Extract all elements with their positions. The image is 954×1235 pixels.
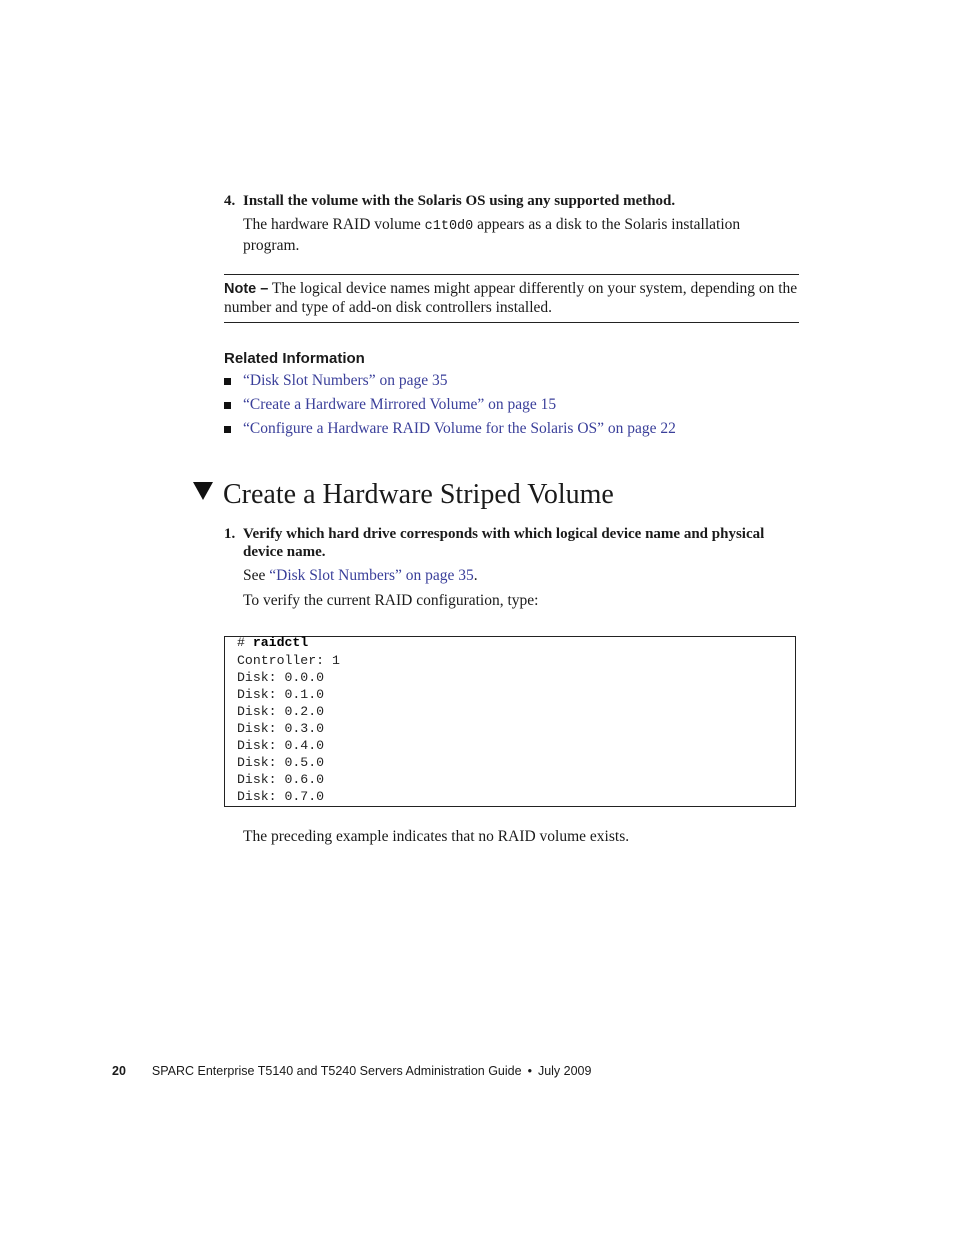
step-1-see [243, 567, 478, 586]
code-command-line [237, 634, 308, 651]
step-1-instruction: To verify the current RAID configuration, type: [243, 592, 539, 609]
see-prefix: See [243, 567, 270, 584]
step-title: Install the volume with the Solaris OS using any supported method. [243, 193, 676, 209]
code-command: raidctl [252, 635, 309, 650]
section-title: Create a Hardware Striped Volume [223, 479, 614, 510]
code-example [224, 636, 796, 807]
bullet-icon [224, 402, 231, 409]
page-footer [112, 1064, 591, 1079]
link-disk-slot-numbers-see[interactable]: “Disk Slot Numbers” on page 35 [269, 567, 474, 584]
note [224, 280, 799, 317]
note-top-rule [224, 274, 799, 275]
code-output-line: Disk: 0.5.0 [237, 755, 325, 770]
device-name-code: c1t0d0 [424, 219, 474, 234]
conclusion-text: The preceding example indicates that no RAID volume exists. [243, 828, 630, 845]
step-1 [224, 525, 784, 565]
code-output-line: Disk: 0.3.0 [237, 721, 325, 736]
code-prompt: # [237, 635, 253, 650]
related-information-heading: Related Information [224, 350, 365, 367]
footer-separator: • [527, 1064, 532, 1078]
bullet-icon [224, 426, 231, 433]
code-output-line: Disk: 0.2.0 [237, 704, 325, 719]
link-configure-raid-volume[interactable]: “Configure a Hardware RAID Volume for the Solaris OS” on page 22 [243, 420, 676, 437]
code-output-line: Disk: 0.1.0 [237, 687, 325, 702]
code-output-line: Controller: 1 [237, 653, 340, 668]
bullet-icon [224, 378, 231, 385]
step-4-body-text-cont: appears as a disk to the Solaris installation program. [243, 216, 741, 254]
step-title: Verify which hard drive corresponds with which logical device name and physical device name. [243, 526, 765, 560]
footer-title: SPARC Enterprise T5140 and T5240 Servers Administration Guide [151, 1064, 522, 1078]
step-number: 4. [224, 193, 236, 209]
code-output-line: Disk: 0.4.0 [237, 738, 325, 753]
procedure-triangle-icon [193, 482, 213, 500]
step-4-body-text: The hardware RAID volume [243, 216, 425, 233]
page-number: 20 [112, 1064, 126, 1078]
step-4-body [243, 216, 799, 255]
code-output-line: Disk: 0.6.0 [237, 772, 325, 787]
note-bottom-rule [224, 322, 799, 323]
code-output-line: Disk: 0.0.0 [237, 670, 325, 685]
footer-date: July 2009 [537, 1064, 592, 1078]
note-text: The logical device names might appear differently on your system, depending on the number and type of add-on disk controllers installed. [224, 280, 798, 316]
code-output-line: Disk: 0.7.0 [237, 789, 325, 804]
step-4 [224, 192, 799, 212]
section-heading [193, 478, 614, 512]
see-suffix: . [473, 567, 478, 584]
link-create-mirrored-volume[interactable]: “Create a Hardware Mirrored Volume” on page 15 [243, 396, 557, 413]
note-label: Note – [224, 281, 269, 297]
link-disk-slot-numbers[interactable]: “Disk Slot Numbers” on page 35 [243, 372, 448, 389]
step-number: 1. [224, 526, 236, 542]
